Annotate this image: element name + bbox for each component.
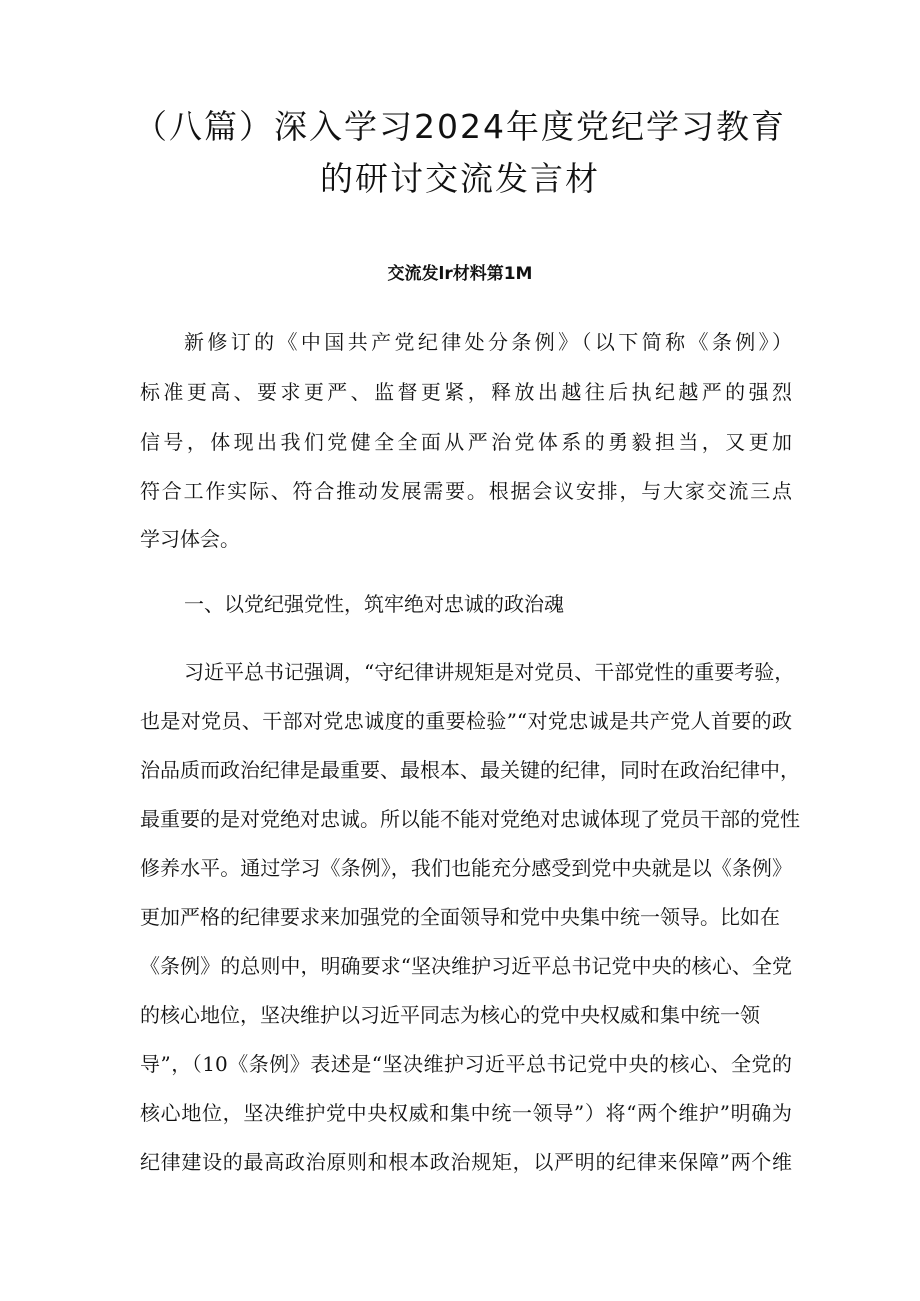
paragraph-line: 《条例》的总则中，明确要求“坚决维护习近平总书记党中央的核心、全党	[140, 954, 792, 978]
section-subtitle: 交流发lr材料第1M	[387, 264, 533, 284]
paragraph-line: 核心地位，坚决维护党中央权威和集中统一领导”）将“两个维护”明确为	[140, 1101, 792, 1125]
paragraph-line: 纪律建设的最高政治原则和根本政治规矩，以严明的纪律来保障”两个维	[140, 1150, 792, 1174]
paragraph-line: 学习体会。	[140, 527, 240, 551]
document-title-line-2: 的研讨交流发言材	[320, 159, 600, 198]
paragraph-line: 符合工作实际、符合推动发展需要。根据会议安排，与大家交流三点	[140, 479, 792, 503]
section-heading-1: 一、以党纪强党性，筑牢绝对忠诚的政治魂	[184, 592, 564, 616]
paragraph-line: 更加严格的纪律要求来加强党的全面领导和党中央集中统一领导。比如在	[140, 905, 780, 929]
paragraph-line: 标准更高、要求更严、监督更紧，释放出越往后执纪越严的强烈	[140, 380, 792, 404]
paragraph-line: 也是对党员、干部对党忠诚度的重要检验”“对党忠诚是共产党人首要的政	[140, 709, 792, 733]
paragraph-line: 新修订的《中国共产党纪律处分条例》（以下简称《条例》）	[184, 330, 792, 354]
paragraph-line: 修养水平。通过学习《条例》，我们也能充分感受到党中央就是以《条例》	[140, 856, 792, 880]
paragraph-line: 最重要的是对党绝对忠诚。所以能不能对党绝对忠诚体现了党员干部的党性	[140, 807, 800, 831]
document-title-line-1: （八篇）深入学习2024年度党纪学习教育	[134, 107, 786, 146]
paragraph-line: 习近平总书记强调，“守纪律讲规矩是对党员、干部党性的重要考验，	[184, 660, 795, 684]
paragraph-line: 的核心地位，坚决维护以习近平同志为核心的党中央权威和集中统一领	[140, 1003, 760, 1027]
paragraph-line: 信号，体现出我们党健全全面从严治党体系的勇毅担当，又更加	[140, 430, 792, 454]
paragraph-line: 治品质而政治纪律是最重要、最根本、最关键的纪律，同时在政治纪律中，	[140, 758, 800, 782]
paragraph-line: 导”，（10《条例》表述是“坚决维护习近平总书记党中央的核心、全党的	[140, 1052, 792, 1076]
